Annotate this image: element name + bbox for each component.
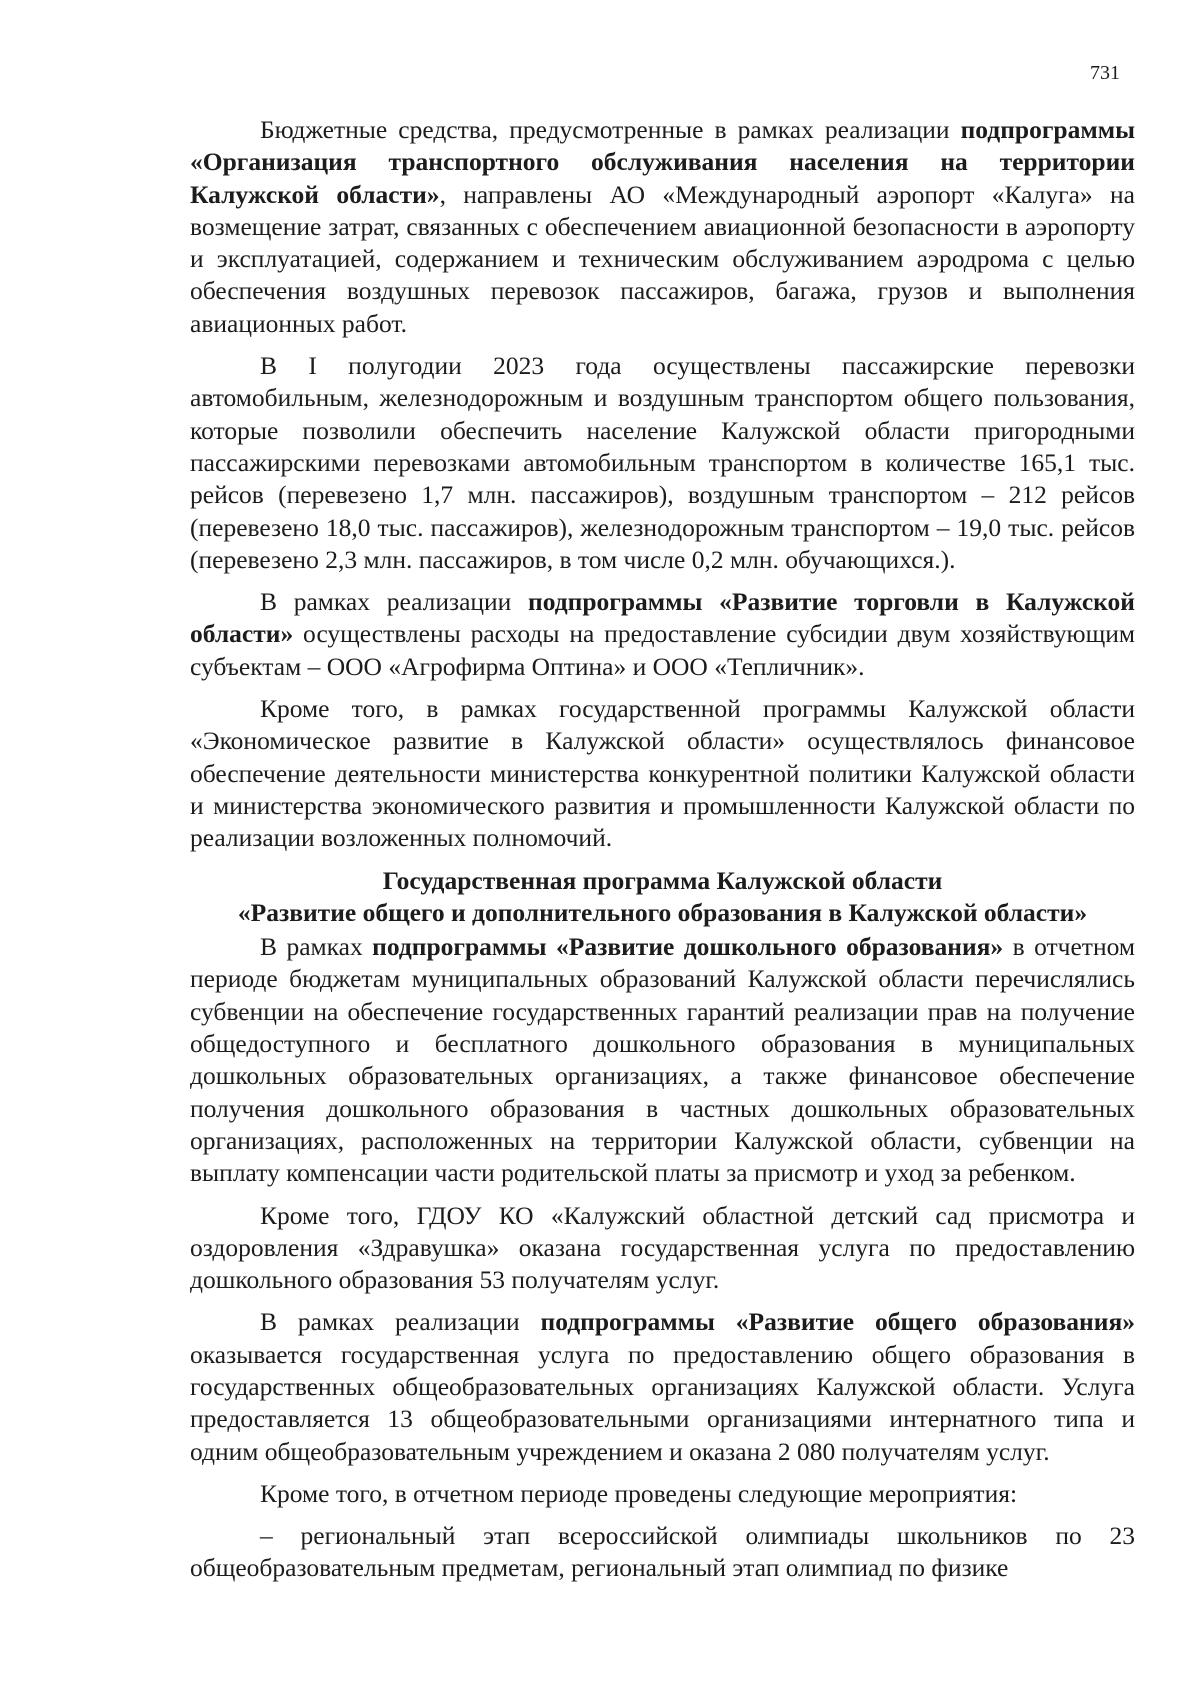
paragraph-preschool-education (190, 931, 1135, 1189)
paragraph-passenger-transport (190, 350, 1135, 576)
bold-subprogram-title: подпрограммы «Организация транспортного обслуживания населения на территории Калужской области» (190, 115, 1135, 209)
text: В рамках реализации (260, 587, 529, 617)
paragraph-events-intro (190, 1478, 1135, 1510)
paragraph-olympiad (190, 1520, 1135, 1585)
text: Кроме того, ГДОУ КО «Калужский областной детский сад присмотра и оздоровления «Здравушка» оказана государственная услуга по предоставлению дошкольного образования 53 получателям услуг. (190, 1200, 1135, 1295)
paragraph-kindergarten-service (190, 1200, 1135, 1297)
text: Кроме того, в отчетном периоде проведены следующие мероприятия: (260, 1478, 1018, 1508)
text: , направлены АО «Международный аэропорт «Калуга» на возмещение затрат, связанных с обеспечением авиационной безопасности в аэропорту и эксплуатацией, содержанием и техническим обслуживанием аэродрома с целью обеспечения воздушных перевозок пассажиров, багажа, грузов и выполнения авиационных работ. (190, 179, 1135, 338)
section-heading (190, 865, 1135, 930)
text: В I полугодии 2023 года осуществлены пассажирские перевозки автомобильным, железнодорожным и воздушным транспортом общего пользования, которые позволили обеспечить население Калужской области пригородными пассажирскими перевозками автомобильным транспортом в количестве 165,1 тыс. рейсов (перевезено 1,7 млн. пассажиров), воздушным транспортом – 212 рейсов (перевезено 18,0 тыс. пассажиров), железнодорожным транспортом – 19,0 тыс. рейсов (перевезено 2,3 млн. пассажиров, в том числе 0,2 млн. обучающихся.). (190, 351, 1135, 574)
text: Бюджетные средства, предусмотренные в рамках реализации (260, 115, 961, 144)
page-number: 731 (1090, 62, 1120, 84)
text: в отчетном периоде бюджетам муниципальных образований Калужской области перечислялись субвенции на обеспечение государственных гарантий реализации прав на получение общедоступного и бесплатного дошкольного образования в муниципальных дошкольных образовательных организациях, а также финансовое обеспечение получения дошкольного образования в частных дошкольных образовательных организациях, расположенных на территории Калужской области, субвенции на выплату компенсации части родительской платы за присмотр и уход за ребенком. (190, 932, 1135, 1188)
bold-subprogram-title: подпрограммы «Развитие общего образования» (540, 1307, 1135, 1337)
paragraph-general-education (190, 1306, 1135, 1467)
text: В рамках реализации (260, 1307, 541, 1337)
text: осуществлены расходы на предоставление субсидии двум хозяйствующим субъектам – ООО «Агрофирма Оптина» и ООО «Тепличник». (190, 619, 1135, 681)
text: Кроме того, в рамках государственной программы Калужской области «Экономическое развитие в Калужской области» осуществлялось финансовое обеспечение деятельности министерства конкурентной политики Калужской области и министерства экономического развития и промышленности Калужской области по реализации возложенных полномочий. (190, 694, 1135, 853)
paragraph-trade-development (190, 586, 1135, 683)
heading-line-2: «Развитие общего и дополнительного образования в Калужской области» (237, 897, 1088, 927)
text: оказывается государственная услуга по предоставлению общего образования в государственных общеобразовательных организациях Калужской области. Услуга предоставляется 13 общеобразовательными организациями интернатного типа и одним общеобразовательным учреждением и оказана 2 080 получателям услуг. (190, 1339, 1135, 1466)
text: В рамках (260, 932, 373, 962)
bold-subprogram-title: подпрограммы «Развитие торговли в Калужской области» (190, 587, 1135, 649)
text: – региональный этап всероссийской олимпиады школьников по 23 общеобразовательным предметам, региональный этап олимпиад по физике (190, 1521, 1135, 1583)
bold-subprogram-title: подпрограммы «Развитие дошкольного образования» (372, 932, 1004, 962)
heading-line-1: Государственная программа Калужской области (382, 865, 943, 895)
paragraph-economic-development (190, 693, 1135, 854)
paragraph-transport-budget (190, 114, 1135, 340)
document-body (190, 114, 1135, 1585)
